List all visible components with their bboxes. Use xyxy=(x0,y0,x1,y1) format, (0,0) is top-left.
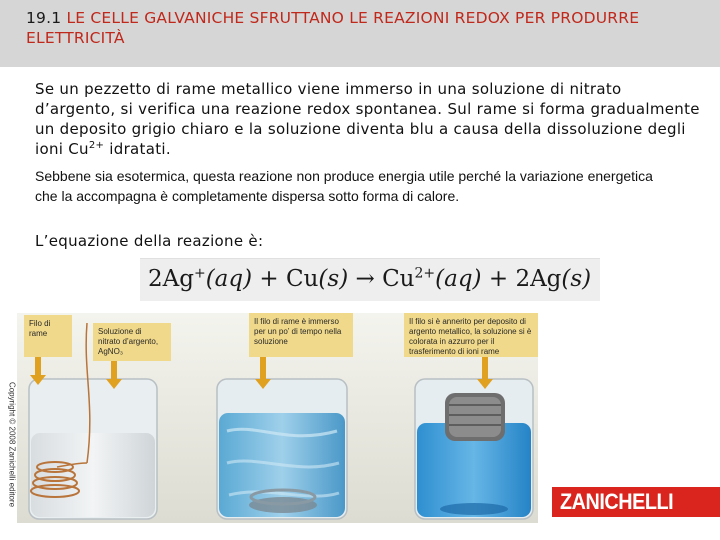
callout-wire-blackened: Il filo si è annerito per deposito di argento metallico, la soluzione si è colorata in azzurro per il trasferimento di ioni rame xyxy=(404,313,538,357)
eq-product2-state: (s) xyxy=(561,266,592,292)
eq-product1-charge: 2+ xyxy=(414,265,436,282)
copper-ion-charge: 2+ xyxy=(88,140,105,151)
paragraph-1-end: idratati. xyxy=(104,140,171,158)
eq-product2: 2Ag xyxy=(515,266,562,292)
callout-silver-nitrate: Soluzione di nitrato d’argento, AgNO₃ xyxy=(93,323,171,361)
eq-reactant1: 2Ag xyxy=(148,266,194,292)
experiment-photo xyxy=(17,313,538,523)
eq-product1: Cu xyxy=(382,266,415,292)
title-number: 19.1 xyxy=(26,9,67,27)
callout-wire-immersed: Il filo di rame è immerso per un po’ di tempo nella soluzione xyxy=(249,313,353,357)
eq-reactant1-state: (aq) xyxy=(205,266,253,292)
arrow-head-1 xyxy=(30,375,46,385)
paragraph-2: Sebbene sia esotermica, questa reazione non produce energia utile perché la variazione energetica che la accompagna è completamente dispersa sotto forma di calore. xyxy=(35,168,653,204)
arrow-shaft-3 xyxy=(260,357,266,379)
copyright-notice: Copyright © 2008 Zanichelli editore xyxy=(7,381,17,508)
paragraph-1 xyxy=(35,79,705,159)
paragraph-3: L’equazione della reazione è: xyxy=(35,232,264,250)
paragraph-1-main: Se un pezzetto di rame metallico viene immerso in una soluzione di nitrato d’argento, si verifica una reazione redox spontanea. Sul rame si forma gradualmente un deposito grigio chiaro e la soluzione diventa blu a causa della dissoluzione degli ioni Cu xyxy=(35,80,700,158)
arrow-shaft-2 xyxy=(111,361,117,379)
callout-arrows xyxy=(17,313,538,523)
eq-product1-state: (aq) xyxy=(435,266,482,292)
eq-reactant1-charge: + xyxy=(193,265,206,282)
eq-reactant2-state: (s) xyxy=(318,266,349,292)
arrow-shaft-1 xyxy=(35,357,41,375)
eq-plus-1: + xyxy=(252,266,286,292)
eq-reactant2: Cu xyxy=(286,266,319,292)
arrow-head-3 xyxy=(255,379,271,389)
callout-copper-wire: Filo di rame xyxy=(24,315,72,357)
title-text: LE CELLE GALVANICHE SFRUTTANO LE REAZIONI REDOX PER PRODURRE ELETTRICITÀ xyxy=(26,9,640,47)
slide-title xyxy=(26,8,716,48)
title-bar xyxy=(0,0,720,67)
arrow-head-4 xyxy=(477,379,493,389)
arrow-shaft-4 xyxy=(482,357,488,379)
eq-plus-2: + xyxy=(481,266,516,292)
reaction-equation xyxy=(148,265,591,293)
arrow-head-2 xyxy=(106,379,122,389)
publisher-logo xyxy=(552,487,720,517)
eq-arrow: → xyxy=(348,266,383,292)
logo-text: ZANICHELLI xyxy=(560,489,674,514)
